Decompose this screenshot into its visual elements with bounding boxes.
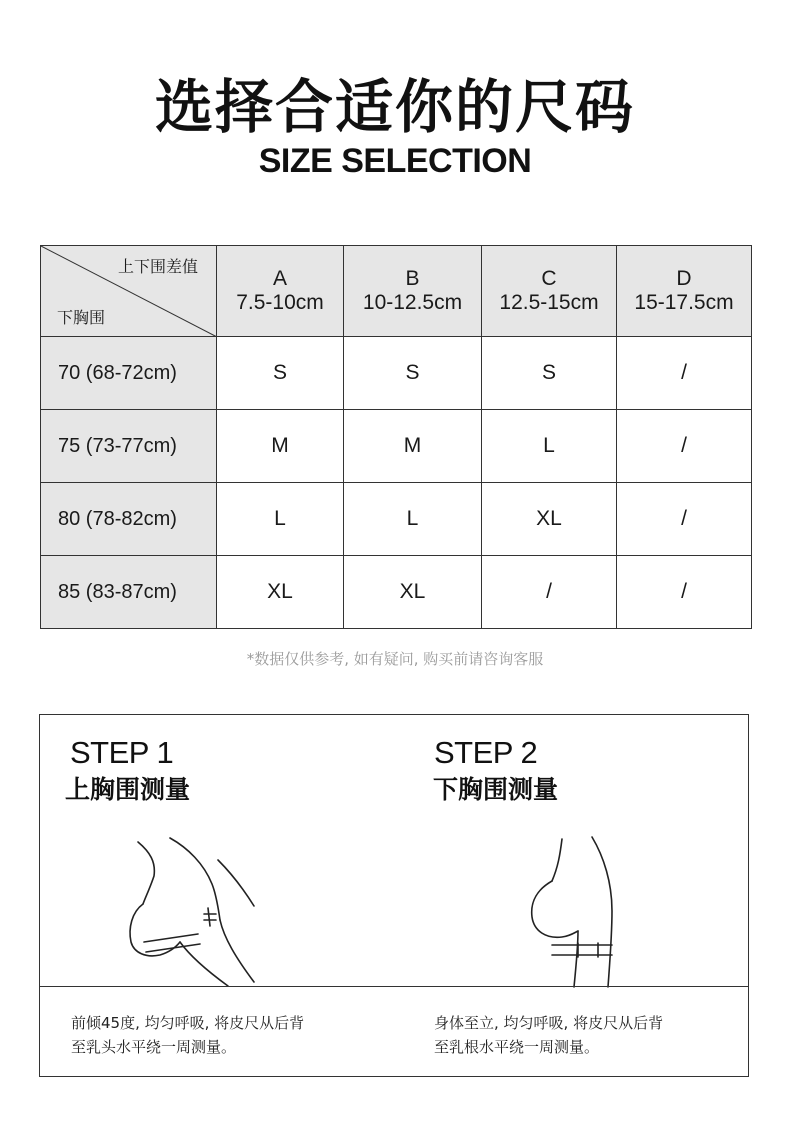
step-2-subtitle: 下胸围测量 xyxy=(433,775,559,804)
size-table xyxy=(40,245,752,629)
row-header: 75 (73-77cm) xyxy=(41,410,217,483)
row-header: 80 (78-82cm) xyxy=(41,483,217,556)
column-header-d xyxy=(617,246,752,337)
size-cell: / xyxy=(617,556,752,629)
step-1-title: STEP 1 xyxy=(70,735,174,770)
column-header-b xyxy=(344,246,482,337)
corner-label-difference: 上下围差值 xyxy=(117,257,198,276)
page-subtitle: SIZE SELECTION xyxy=(258,142,532,180)
step-2-title: STEP 2 xyxy=(434,735,538,770)
corner-label-underbust: 下胸围 xyxy=(57,308,106,327)
size-cell: XL xyxy=(217,556,344,629)
column-range: 7.5-10cm xyxy=(236,291,324,314)
table-row xyxy=(41,410,752,483)
size-cell: S xyxy=(344,337,482,410)
page-title: 选择合适你的尺码 xyxy=(154,73,635,141)
step-1-subtitle: 上胸围测量 xyxy=(65,775,191,804)
table-row xyxy=(41,337,752,410)
size-cell: S xyxy=(217,337,344,410)
column-header-a xyxy=(217,246,344,337)
table-header-row xyxy=(41,246,752,337)
column-range: 10-12.5cm xyxy=(362,291,463,314)
table-row xyxy=(41,483,752,556)
step-1-desc-line-2: 至乳头水平绕一周测量。 xyxy=(71,1038,237,1056)
bust-measurement-illustration xyxy=(120,830,280,988)
column-letter: A xyxy=(272,267,287,290)
step-1-desc-line-1: 前倾45度, 均匀呼吸, 将皮尺从后背 xyxy=(71,1014,305,1032)
step-1-description xyxy=(71,1011,304,1059)
column-range: 15-17.5cm xyxy=(634,291,734,314)
size-cell: / xyxy=(617,410,752,483)
row-header: 85 (83-87cm) xyxy=(41,556,217,629)
size-cell: M xyxy=(217,410,344,483)
size-cell: L xyxy=(482,410,617,483)
size-cell: / xyxy=(617,483,752,556)
size-cell: L xyxy=(217,483,344,556)
size-cell: M xyxy=(344,410,482,483)
table-row xyxy=(41,556,752,629)
disclaimer-note: *数据仅供参考, 如有疑问, 购买前请咨询客服 xyxy=(246,650,544,668)
column-letter: B xyxy=(405,267,420,290)
size-cell: S xyxy=(482,337,617,410)
size-cell: / xyxy=(482,556,617,629)
size-cell: XL xyxy=(482,483,617,556)
column-letter: D xyxy=(676,267,692,290)
row-header: 70 (68-72cm) xyxy=(41,337,217,410)
step-2-desc-line-1: 身体至立, 均匀呼吸, 将皮尺从后背 xyxy=(434,1014,664,1032)
table-corner-cell xyxy=(41,246,217,337)
size-cell: / xyxy=(617,337,752,410)
column-header-c xyxy=(482,246,617,337)
column-range: 12.5-15cm xyxy=(499,291,599,314)
step-2-desc-line-2: 至乳根水平绕一周测量。 xyxy=(434,1038,600,1056)
steps-divider xyxy=(40,986,748,987)
size-cell: L xyxy=(344,483,482,556)
step-2-description xyxy=(434,1011,663,1059)
underbust-measurement-illustration xyxy=(512,835,622,988)
measurement-steps-panel xyxy=(39,714,749,1077)
size-cell: XL xyxy=(344,556,482,629)
column-letter: C xyxy=(541,267,557,290)
